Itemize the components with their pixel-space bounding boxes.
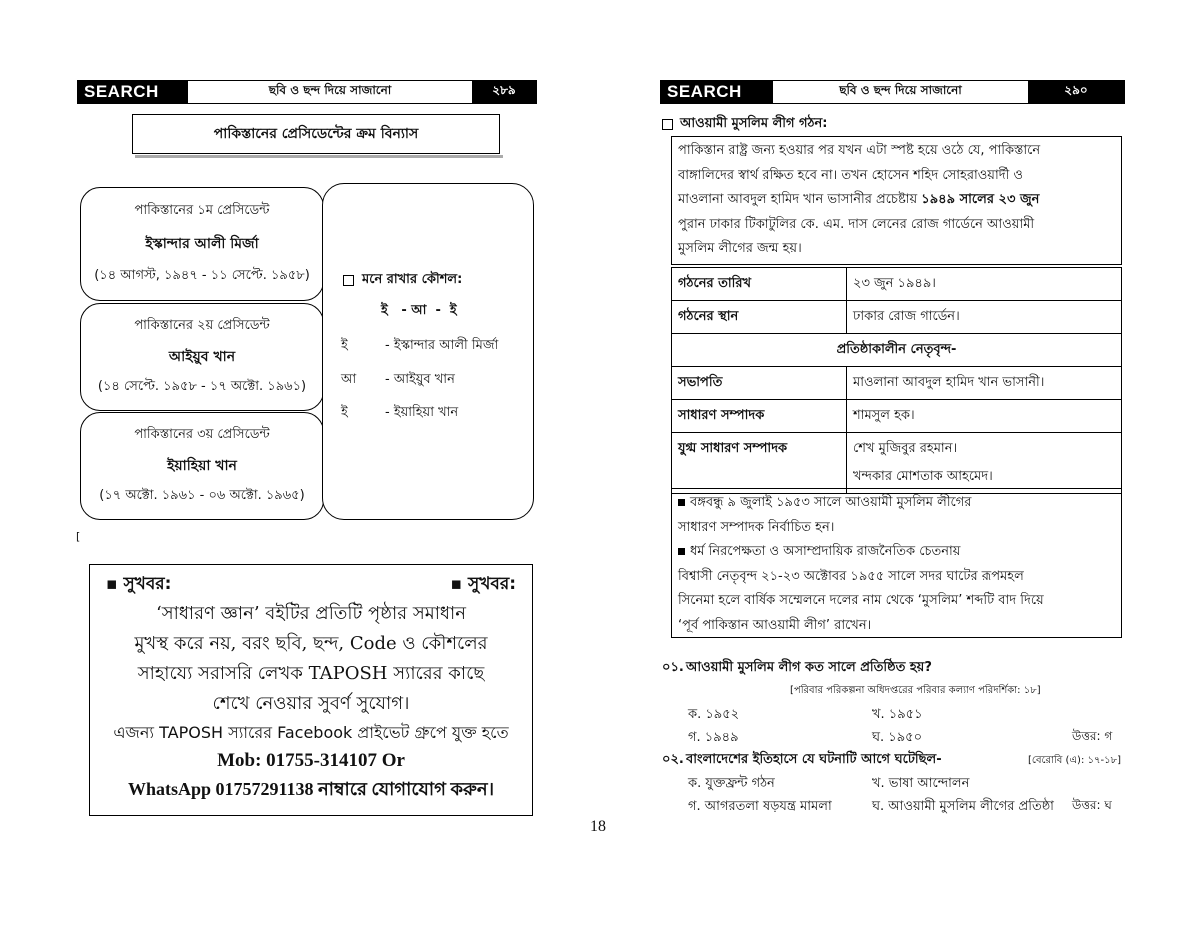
intro-line: পুরান ঢাকার টিকাটুলির কে. এম. দাস লেনের রোজ গার্ডেনে আওয়ামী <box>678 216 1035 232</box>
good-news-tag: ▪ সুখবর: <box>106 574 172 594</box>
page-number-badge: ২৯০ <box>1028 81 1124 103</box>
question-text: বাংলাদেশের ইতিহাসে যে ঘটনাটি আগে ঘটেছিল- <box>686 752 942 767</box>
option-c: গ. ১৯৪৯ <box>688 730 739 745</box>
president-card-1 <box>80 187 324 301</box>
table-value: ঢাকার রোজ গার্ডেন। <box>847 301 1122 334</box>
option-d: ঘ. আওয়ামী মুসলিম লীগের প্রতিষ্ঠা <box>872 799 1054 814</box>
question-source: [বেরোবি (এ): ১৭-১৮] <box>1028 755 1121 766</box>
right-page-header <box>660 80 1125 104</box>
table-key: গঠনের স্থান <box>672 301 847 334</box>
news-line: মুখস্থ করে নয়, বরং ছবি, ছন্দ, Code ও কৌশলের <box>134 633 488 654</box>
table-value-line: শেখ মুজিবুর রহমান। <box>853 441 958 456</box>
note-line <box>678 491 1115 516</box>
mnemonic-box <box>322 183 534 520</box>
option-b: খ. ভাষা আন্দোলন <box>872 776 970 791</box>
mnemonic-code: ই - আ - ই <box>381 303 457 318</box>
note-line: ‘পূর্ব পাকিস্তান আওয়ামী লীগ’ রাখেন। <box>678 617 872 633</box>
table-key: গঠনের তারিখ <box>672 268 847 301</box>
table-value <box>847 433 1122 494</box>
president-name: ইয়াহিয়া খান <box>167 458 237 474</box>
table-row <box>672 301 1122 334</box>
question-number: ০১. <box>662 660 684 675</box>
table-key: যুগ্ম সাধারণ সম্পাদক <box>672 433 847 494</box>
question-number: ০২. <box>662 752 684 767</box>
option-b: খ. ১৯৫১ <box>872 707 923 722</box>
president-card-3 <box>80 412 324 520</box>
checkbox-icon <box>662 119 673 130</box>
note-line: বিশ্বাসী নেতৃবৃন্দ ২১-২৩ অক্টোবর ১৯৫৫ সালে সদর ঘাটের রূপমহল <box>678 568 1024 584</box>
mnemonic-value: - আইয়ুব খান <box>385 372 455 387</box>
president-term: (১৪ সেপ্টে. ১৯৫৮ - ১৭ অক্টো. ১৯৬১) <box>97 379 307 394</box>
mnemonic-key: ই <box>341 405 348 420</box>
news-line: ‘সাধারণ জ্ঞান’ বইটির প্রতিটি পৃষ্ঠার সমাধান <box>156 603 466 624</box>
note-text: ধর্ম নিরপেক্ষতা ও অসাম্প্রদায়িক রাজনৈতিক চেতনায় <box>690 544 961 559</box>
question-text: আওয়ামী মুসলিম লীগ কত সালে প্রতিষ্ঠিত হয়? <box>686 660 932 675</box>
mnemonic-heading <box>343 270 462 291</box>
question-source: [পরিবার পরিকল্পনা অধিদপ্তরের পরিবার কল্যাণ পরিদর্শিকা: ১৮] <box>790 685 1041 696</box>
table-row <box>672 334 1122 367</box>
president-card-2 <box>80 303 324 411</box>
mobile-number: Mob: 01755-314107 Or <box>217 750 405 771</box>
stray-mark: [ <box>76 530 81 543</box>
note-line: সিনেমা হলে বার্ষিক সম্মেলনে দলের নাম থেকে ‘মুসলিম’ শব্দটি বাদ দিয়ে <box>678 593 1044 608</box>
intro-line: বাঙ্গালিদের স্বার্থ রক্ষিত হবে না। তখন হোসেন শহিদ সোহরাওয়ার্দী ও <box>678 167 1023 183</box>
table-value-line: খন্দকার মোশতাক আহমেদ। <box>853 469 993 484</box>
intro-line <box>678 188 1115 213</box>
page-number-badge: ২৮৯ <box>472 81 536 103</box>
mnemonic-key: ই <box>341 338 348 353</box>
table-key: সভাপতি <box>672 367 847 400</box>
president-term: (১৪ আগস্ট, ১৯৪৭ - ১১ সেপ্টে. ১৯৫৮) <box>94 268 310 283</box>
mnemonic-key: আ <box>341 372 357 387</box>
formation-info-table <box>671 267 1122 494</box>
table-value: মাওলানা আবদুল হামিদ খান ভাসানী। <box>847 367 1122 400</box>
option-a: ক. ১৯৫২ <box>688 707 740 722</box>
mnemonic-heading-text: মনে রাখার কৌশল: <box>362 272 463 287</box>
good-news-tag: ▪ সুখবর: <box>450 574 516 594</box>
table-value: ২৩ জুন ১৯৪৯। <box>847 268 1122 301</box>
header-title: ছবি ও ছন্দ দিয়ে সাজানো <box>188 81 472 103</box>
left-page-header <box>77 80 537 104</box>
mnemonic-value: - ইস্কান্দার আলী মির্জা <box>385 338 499 353</box>
note-line: সাধারণ সম্পাদক নির্বাচিত হন। <box>678 519 835 535</box>
bullet-icon <box>678 499 685 506</box>
president-name: আইয়ুব খান <box>168 349 236 365</box>
table-row <box>672 400 1122 433</box>
intro-highlight: ১৯৪৯ সালের ২৩ জুন <box>921 192 1040 207</box>
footer-page-number: 18 <box>590 818 606 835</box>
intro-line: মুসলিম লীগের জন্ম হয়। <box>678 241 802 256</box>
notes-box <box>671 488 1122 638</box>
president-term: (১৭ অক্টো. ১৯৬১ - ০৬ অক্টো. ১৯৬৫) <box>99 488 305 503</box>
search-logo: SEARCH <box>78 81 188 103</box>
president-rank: পাকিস্তানের ২য় প্রেসিডেন্ট <box>134 318 270 333</box>
note-line <box>678 540 1115 565</box>
section-heading <box>662 114 827 135</box>
mnemonic-value: - ইয়াহিয়া খান <box>385 405 459 420</box>
presidents-title-box: পাকিস্তানের প্রেসিডেন্টের ক্রম বিন্যাস <box>132 114 500 154</box>
good-news-tags <box>100 571 522 599</box>
president-name: ইস্কান্দার আলী মির্জা <box>145 236 259 252</box>
answer: উত্তর: ঘ <box>1072 798 1112 812</box>
news-line: সাহায্যে সরাসরি লেখক TAPOSH স্যারের কাছে <box>137 663 485 684</box>
president-rank: পাকিস্তানের ৩য় প্রেসিডেন্ট <box>134 427 270 442</box>
option-c: গ. আগরতলা ষড়যন্ত্র মামলা <box>688 799 832 814</box>
section-heading-text: আওয়ামী মুসলিম লীগ গঠন: <box>680 116 828 131</box>
intro-line: পাকিস্তান রাষ্ট্র জন্য হওয়ার পর যখন এটা স্পষ্ট হয়ে ওঠে যে, পাকিস্তানে <box>678 143 1041 158</box>
intro-paragraph-box <box>671 136 1122 265</box>
search-logo: SEARCH <box>661 81 773 103</box>
answer: উত্তর: গ <box>1072 729 1113 743</box>
whatsapp-number: WhatsApp 01757291138 নাম্বারে যোগাযোগ করুন। <box>127 779 495 799</box>
news-line: এজন্য TAPOSH স্যারের Facebook প্রাইভেট গ্রুপে যুক্ত হতে <box>113 723 509 742</box>
option-a: ক. যুক্তফ্রন্ট গঠন <box>688 776 775 791</box>
table-row <box>672 433 1122 494</box>
news-line: শেখে নেওয়ার সুবর্ণ সুযোগ। <box>212 693 410 714</box>
table-section-heading: প্রতিষ্ঠাকালীন নেতৃবৃন্দ- <box>672 334 1122 367</box>
table-row <box>672 268 1122 301</box>
president-rank: পাকিস্তানের ১ম প্রেসিডেন্ট <box>134 203 270 218</box>
table-row <box>672 367 1122 400</box>
option-d: ঘ. ১৯৫০ <box>872 730 923 745</box>
bullet-icon <box>678 548 685 555</box>
table-key: সাধারণ সম্পাদক <box>672 400 847 433</box>
good-news-box <box>89 564 533 816</box>
note-text: বঙ্গবন্ধু ৯ জুলাই ১৯৫৩ সালে আওয়ামী মুসলিম লীগের <box>690 495 972 510</box>
checkbox-icon <box>343 275 354 286</box>
header-title: ছবি ও ছন্দ দিয়ে সাজানো <box>773 81 1028 103</box>
table-value: শামসুল হক। <box>847 400 1122 433</box>
intro-text: মাওলানা আবদুল হামিদ খান ভাসানীর প্রচেষ্টায় <box>678 192 922 207</box>
